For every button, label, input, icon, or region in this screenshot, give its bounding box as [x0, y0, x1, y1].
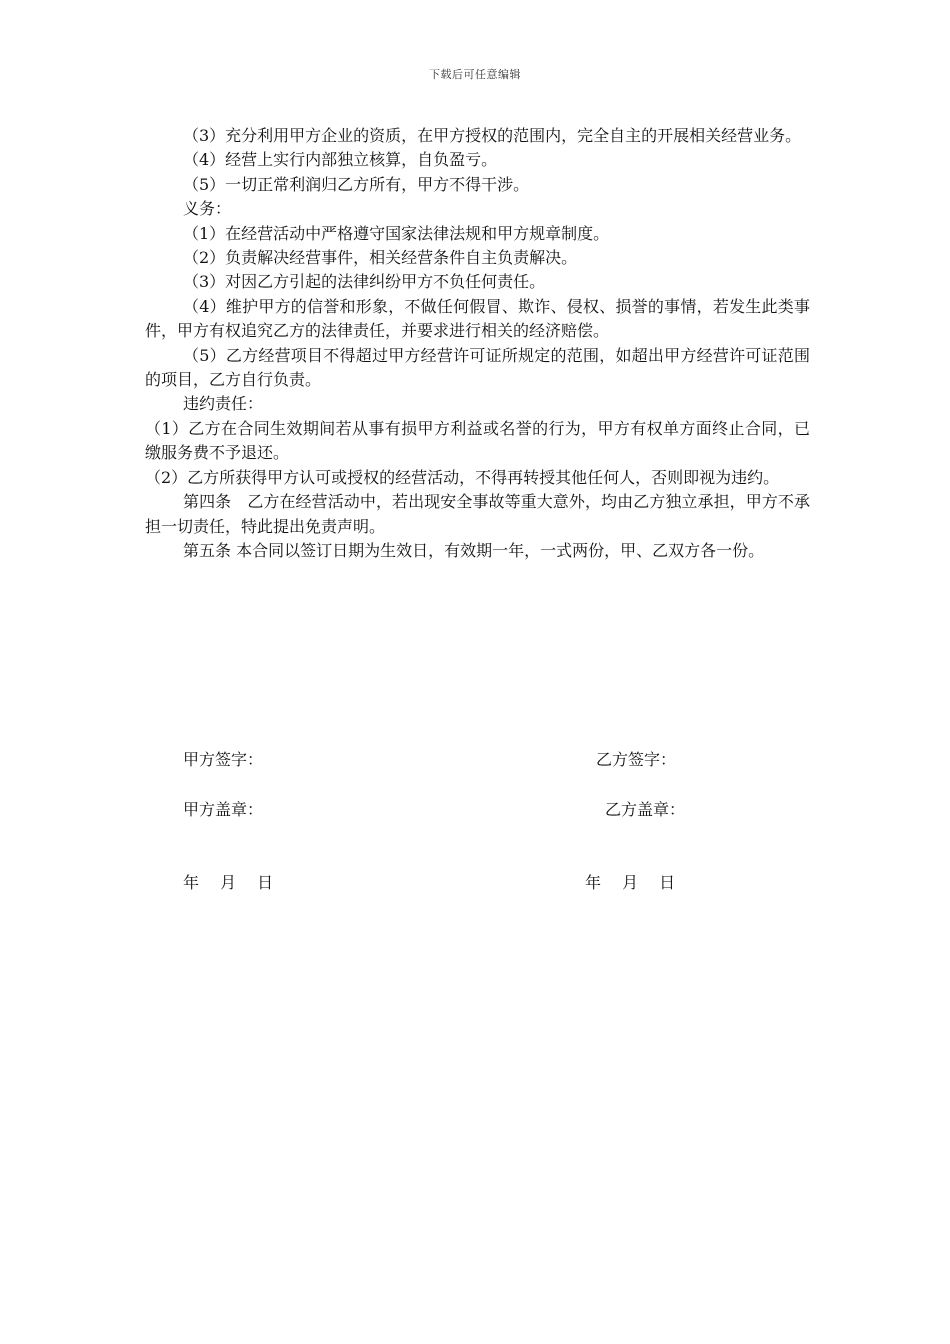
clause-obligation-2: （2）负责解决经营事件，相关经营条件自主负责解决。 [183, 248, 578, 268]
clause-right-4: （4）经营上实行内部独立核算，自负盈亏。 [183, 150, 498, 170]
party-a-date-label: 年 月 日 [183, 873, 274, 892]
clause-obligation-3: （3）对因乙方引起的法律纠纷甲方不负任何责任。 [183, 272, 546, 292]
party-b-date-label: 年 月 日 [585, 873, 676, 892]
clause-breach-2: （2）乙方所获得甲方认可或授权的经营活动，不得再转授其他任何人，否则即视为违约。 [145, 467, 780, 487]
party-a-signature-label: 甲方签字： [183, 750, 264, 769]
clause-obligation-1: （1）在经营活动中严格遵守国家法律法规和甲方规章制度。 [183, 223, 610, 243]
clause-obligation-4: （4）维护甲方的信誉和形象，不做任何假冒、欺诈、侵权、损誉的事情，若发生此类事件，甲方有权追究乙方的法律责任，并要求进行相关的经济赔偿。 [145, 296, 810, 341]
article-four: 第四条 乙方在经营活动中，若出现安全事故等重大意外，均由乙方独立承担，甲方不承担一切责任，特此提出免责声明。 [145, 492, 810, 536]
party-a-seal-label: 甲方盖章： [183, 800, 264, 819]
clause-right-3: （3）充分利用甲方企业的资质，在甲方授权的范围内，完全自主的开展相关经营业务。 [183, 126, 802, 145]
clause-breach-1: （1）乙方在合同生效期间若从事有损甲方利益或名誉的行为，甲方有权单方面终止合同，已缴服务费不予退还。 [145, 418, 810, 463]
contract-body [145, 124, 810, 563]
clause-obligation-5: （5）乙方经营项目不得超过甲方经营许可证所规定的范围，如超出甲方经营许可证范围的项目，乙方自行负责。 [145, 345, 810, 390]
page-header-note: 下载后可任意编辑 [429, 68, 521, 81]
obligations-heading: 义务： [183, 199, 232, 219]
party-b-signature-label: 乙方签字： [596, 750, 677, 769]
party-b-seal-label: 乙方盖章： [605, 800, 686, 819]
article-five: 第五条 本合同以签订日期为生效日，有效期一年，一式两份，甲、乙双方各一份。 [183, 540, 765, 560]
breach-heading: 违约责任： [183, 394, 264, 414]
clause-right-5: （5）一切正常利润归乙方所有，甲方不得干涉。 [183, 174, 530, 194]
